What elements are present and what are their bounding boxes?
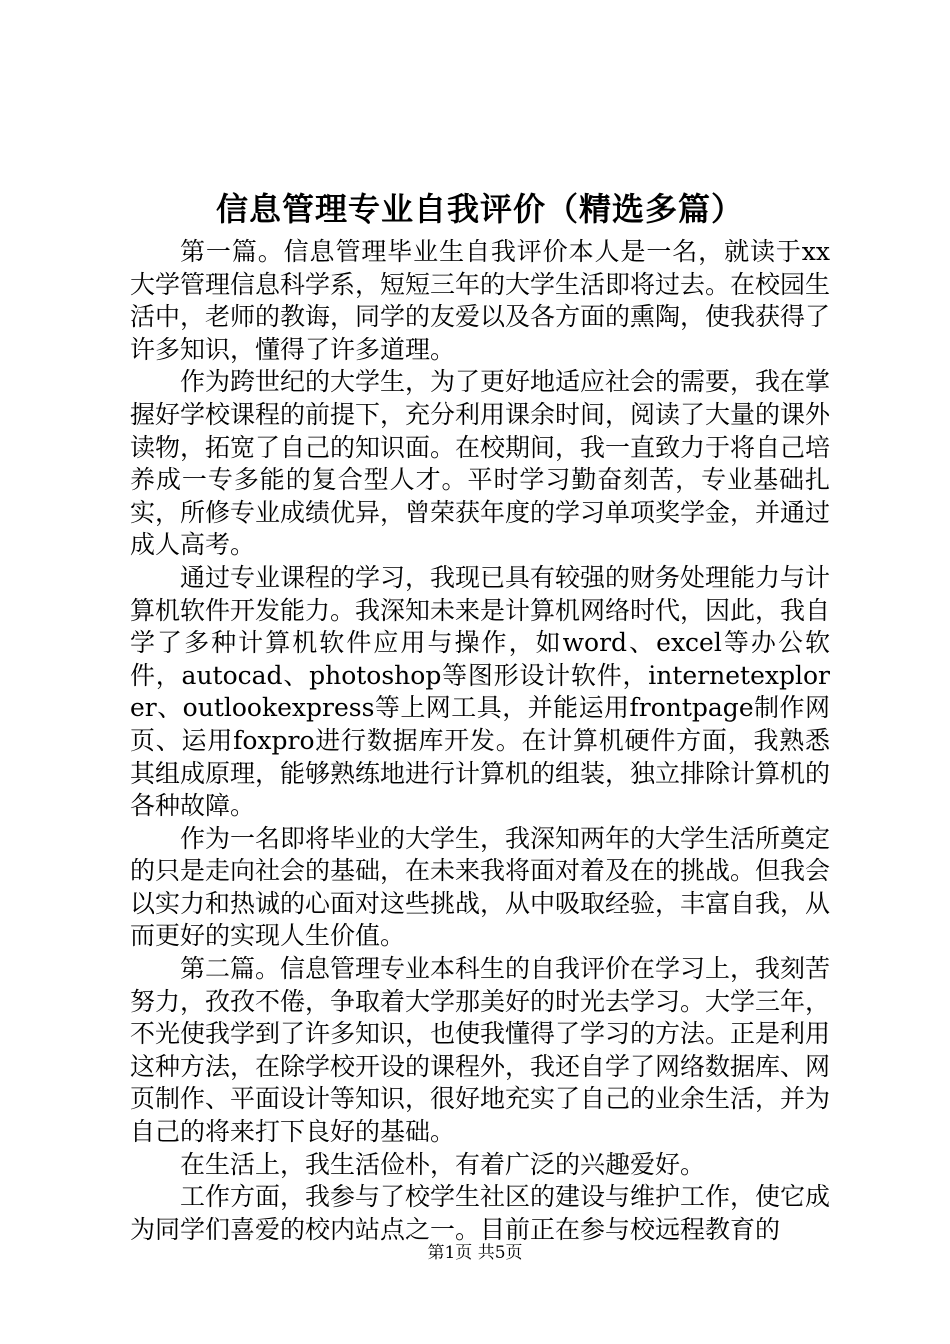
paragraph: 工作方面，我参与了校学生社区的建设与维护工作，使它成为同学们喜爱的校内站点之一。目前正在参与校远程教育的 (130, 1182, 831, 1244)
paragraph: 第二篇。信息管理专业本科生的自我评价在学习上，我刻苦努力，孜孜不倦，争取着大学那美好的时光去学习。大学三年，不光使我学到了许多知识，也使我懂得了学习的方法。正是利用这种方法，在除学校开设的课程外，我还自学了网络数据库、网页制作、平面设计等知识，很好地充实了自己的业余生活，并为自己的将来打下良好的基础。 (130, 954, 831, 1147)
paragraph: 在生活上，我生活俭朴，有着广泛的兴趣爱好。 (180, 1149, 706, 1179)
paragraph: 作为一名即将毕业的大学生，我深知两年的大学生活所奠定的只是走向社会的基础，在未来我将面对着及在的挑战。但我会以实力和热诚的心面对这些挑战，从中吸取经验，丰富自我，从而更好的实现人生价值。 (130, 823, 831, 951)
paragraph: 第一篇。信息管理毕业生自我评价本人是一名，就读于xx大学管理信息科学系，短短三年的大学生活即将过去。在校园生活中，老师的教诲，同学的友爱以及各方面的熏陶，使我获得了许多知识，懂得了许多道理。 (130, 237, 831, 364)
page-number-footer: 第1页 共5页 (427, 1243, 523, 1263)
document-title: 信息管理专业自我评价（精选多篇） (215, 190, 744, 228)
document-body (130, 236, 830, 1246)
paragraph: 作为跨世纪的大学生，为了更好地适应社会的需要，我在掌握好学校课程的前提下，充分利用课余时间，阅读了大量的课外读物，拓宽了自己的知识面。在校期间，我一直致力于将自己培养成一专多能的复合型人才。平时学习勤奋刻苦，专业基础扎实，所修专业成绩优异，曾荣获年度的学习单项奖学金，并通过成人高考。 (130, 367, 831, 560)
paragraph: 通过专业课程的学习，我现已具有较强的财务处理能力与计算机软件开发能力。我深知未来是计算机网络时代，因此，我自学了多种计算机软件应用与操作，如word、excel等办公软件，autocad、photoshop等图形设计软件，internetexplorer、outlookexpress等上网工具，并能运用frontpage制作网页、运用foxpro进行数据库开发。在计算机硬件方面，我熟悉其组成原理，能够熟练地进行计算机的组装，独立排除计算机的各种故障。 (130, 562, 831, 821)
